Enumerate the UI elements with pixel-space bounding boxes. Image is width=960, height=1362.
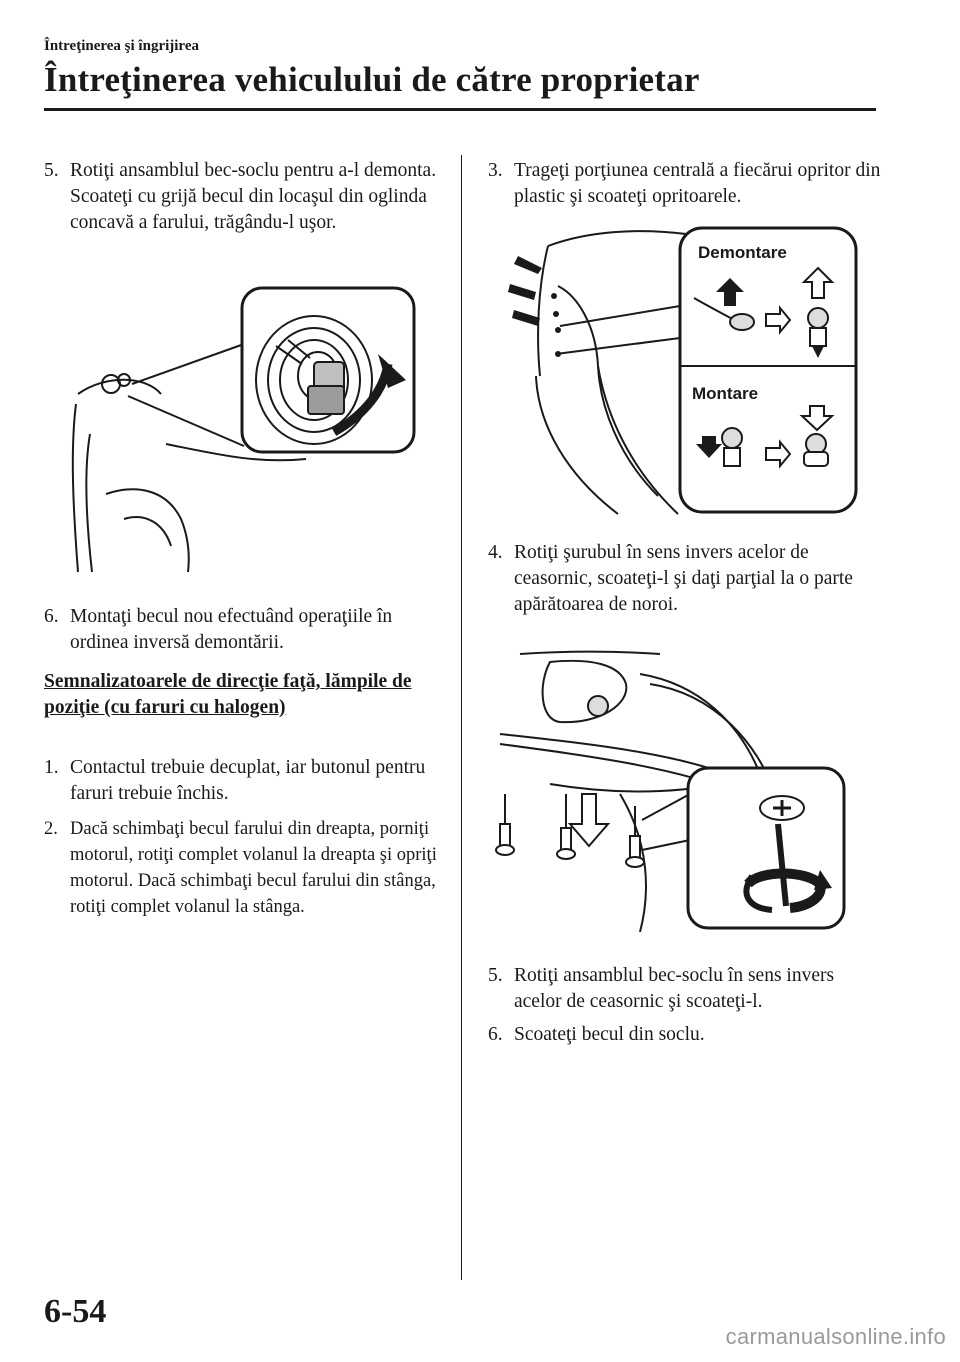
right-step-5 [488,963,883,1015]
install-label: Montare [692,384,759,403]
step-text: Montaţi becul nou efectuând operaţiile în ordinea inversă demontării. [70,606,393,653]
step-text: Rotiţi şurubul în sens invers acelor de ceasornic, scoateţi-l şi daţi parţial la o parte apărătoarea de noroi. [514,542,853,615]
bulb-socket-illustration [66,284,420,574]
left-step-5 [44,158,439,236]
step-text: Rotiţi ansamblul bec-soclu în sens invers acelor de ceasornic şi scoateţi-l. [514,965,835,1012]
column-divider [461,155,462,1280]
right-step-6 [488,1022,883,1048]
page-title: Întreţinerea vehiculului de către proprietar [44,60,700,99]
step-number: 6. [44,606,59,627]
section-subheading: Semnalizatoarele de direcţie faţă, lămpile de poziţie (cu faruri cu halogen) [44,671,412,718]
watermark: carmanualsonline.info [725,1324,946,1349]
step-number: 5. [44,160,59,181]
step-text: Trageţi porţiunea centrală a fiecărui opritor din plastic şi scoateţi opritoarele. [514,160,881,207]
step-text: Contactul trebuie decuplat, iar butonul pentru faruri trebuie închis. [70,757,426,804]
title-rule [44,108,876,111]
step-text: Rotiţi ansamblul bec-soclu pentru a-l demonta. Scoateţi cu grijă becul din locaşul din oglinda concavă a farului, trăgându-l uşor. [70,160,437,233]
step-number: 3. [488,160,503,181]
left-step-1 [44,755,439,807]
arrow-down-outline-icon [570,794,608,846]
step-text: Dacă schimbaţi becul farului din dreapta, porniţi motorul, rotiţi complet volanul la dreapta şi opriţi motorul. Dacă schimbaţi becul farului din stânga, rotiţi complet volanul la stânga. [70,819,437,917]
step-number: 2. [44,819,58,839]
plastic-retainer-illustration [508,226,860,516]
step-number: 1. [44,757,59,778]
step-text: Scoateţi becul din soclu. [514,1024,705,1045]
removal-label: Demontare [698,243,787,262]
right-step-4 [488,540,883,618]
section-label: Întreţinerea şi îngrijirea [44,38,199,54]
left-step-2 [44,816,439,920]
left-step-6 [44,604,439,656]
step-number: 4. [488,542,503,563]
right-step-3 [488,158,883,210]
step-number: 6. [488,1024,503,1045]
mudguard-screw-illustration [490,644,848,932]
page-number: 6-54 [44,1293,107,1330]
step-number: 5. [488,965,503,986]
